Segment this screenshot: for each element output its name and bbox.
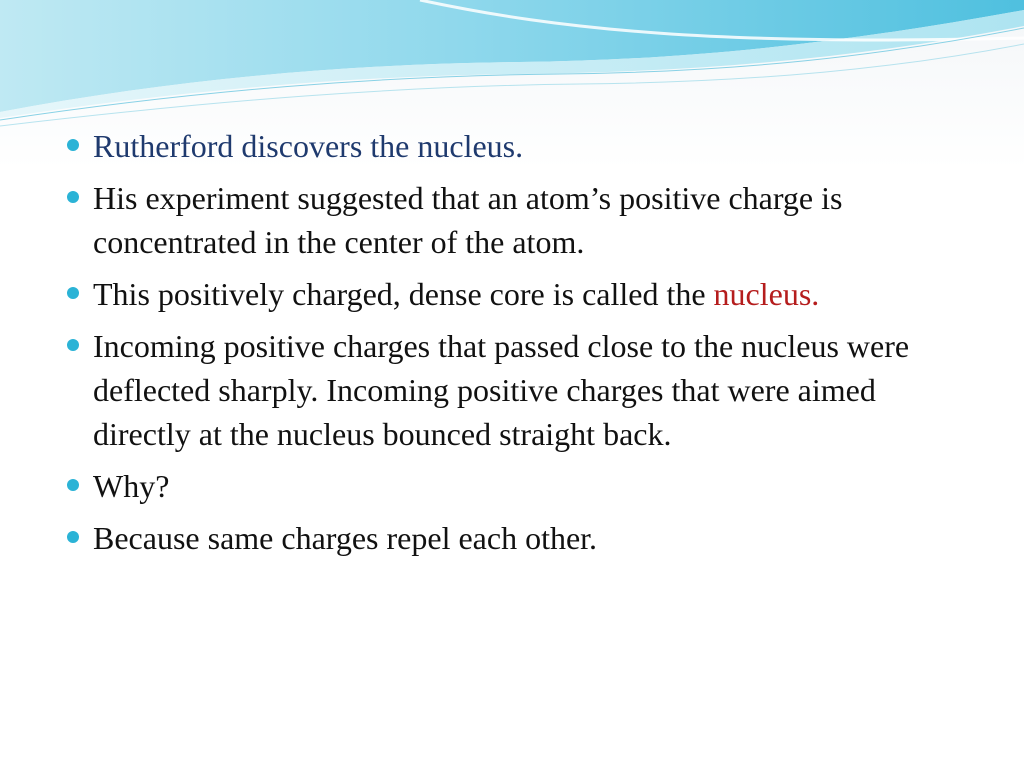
bullet-text: Why? bbox=[93, 468, 170, 504]
bullet-item bbox=[64, 176, 944, 264]
highlight-term: nucleus. bbox=[713, 276, 820, 312]
bullet-text: This positively charged, dense core is called the bbox=[93, 276, 706, 312]
bullet-text: His experiment suggested that an atom’s positive charge is concentrated in the center of the atom. bbox=[93, 180, 843, 260]
bullet-dot-icon bbox=[67, 191, 79, 203]
decorative-wave-header bbox=[0, 0, 1024, 130]
bullet-dot-icon bbox=[67, 339, 79, 351]
bullet-text: Because same charges repel each other. bbox=[93, 520, 598, 556]
bullet-dot-icon bbox=[67, 139, 79, 151]
bullet-dot-icon bbox=[67, 531, 79, 543]
bullet-item bbox=[64, 272, 944, 316]
bullet-dot-icon bbox=[67, 287, 79, 299]
bullet-list bbox=[64, 124, 944, 568]
bullet-text: Rutherford discovers the nucleus. bbox=[93, 128, 524, 164]
bullet-item bbox=[64, 124, 944, 168]
bullet-item bbox=[64, 324, 944, 456]
bullet-dot-icon bbox=[67, 479, 79, 491]
bullet-item bbox=[64, 464, 944, 508]
bullet-text: Incoming positive charges that passed close to the nucleus were deflected sharply. Incoming positive charges that were aimed directly at the nucleus bounced straight back. bbox=[93, 328, 910, 452]
bullet-item bbox=[64, 516, 944, 560]
